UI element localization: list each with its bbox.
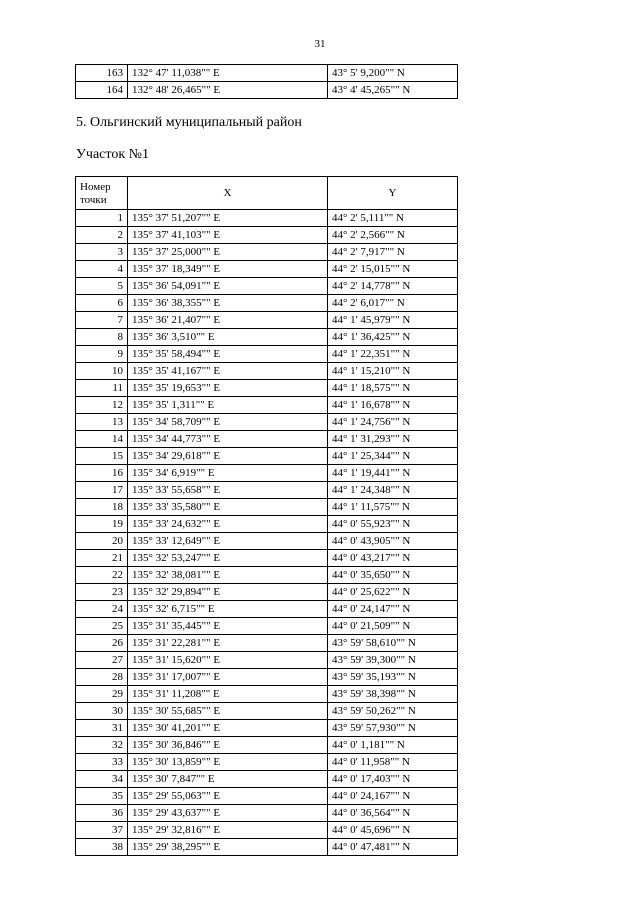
y-coordinate-cell: 44° 0' 1,181"" N: [328, 737, 458, 754]
y-coordinate-cell: 44° 0' 11,958"" N: [328, 754, 458, 771]
point-number-cell: 32: [76, 737, 128, 754]
table-row: [76, 465, 458, 482]
table-row: [76, 244, 458, 261]
y-coordinate-cell: 44° 0' 43,217"" N: [328, 550, 458, 567]
y-coordinate-cell: 44° 2' 6,017"" N: [328, 295, 458, 312]
point-number-cell: 4: [76, 261, 128, 278]
y-coordinate-cell: 44° 2' 7,917"" N: [328, 244, 458, 261]
y-coordinate-cell: 44° 0' 47,481"" N: [328, 839, 458, 856]
point-number-cell: 38: [76, 839, 128, 856]
x-coordinate-cell: 135° 35' 58,494"" E: [128, 346, 328, 363]
table-row: [76, 363, 458, 380]
x-coordinate-cell: 135° 31' 35,445"" E: [128, 618, 328, 635]
x-coordinate-cell: 135° 30' 36,846"" E: [128, 737, 328, 754]
y-coordinate-cell: 44° 1' 19,441"" N: [328, 465, 458, 482]
table-row: [76, 329, 458, 346]
y-coordinate-cell: 44° 2' 5,111"" N: [328, 210, 458, 227]
point-number-cell: 12: [76, 397, 128, 414]
point-number-cell: 30: [76, 703, 128, 720]
point-number-cell: 2: [76, 227, 128, 244]
table-row: [76, 397, 458, 414]
x-coordinate-cell: 135° 33' 35,580"" E: [128, 499, 328, 516]
table-row: [76, 65, 458, 82]
y-coordinate-cell: 44° 1' 15,210"" N: [328, 363, 458, 380]
y-coordinate-cell: 44° 0' 45,696"" N: [328, 822, 458, 839]
point-number-cell: 33: [76, 754, 128, 771]
x-coordinate-cell: 135° 30' 7,847"" E: [128, 771, 328, 788]
x-coordinate-cell: 135° 34' 6,919"" E: [128, 465, 328, 482]
table-row: [76, 261, 458, 278]
x-coordinate-cell: 135° 32' 38,081"" E: [128, 567, 328, 584]
column-header-x: X: [128, 177, 328, 210]
y-coordinate-cell: 43° 59' 50,262"" N: [328, 703, 458, 720]
y-coordinate-cell: 43° 59' 38,398"" N: [328, 686, 458, 703]
y-coordinate-cell: 44° 0' 35,650"" N: [328, 567, 458, 584]
table-row: [76, 771, 458, 788]
x-coordinate-cell: 135° 33' 55,658"" E: [128, 482, 328, 499]
x-coordinate-cell: 132° 48' 26,465"" E: [128, 82, 328, 99]
y-coordinate-cell: 44° 2' 15,015"" N: [328, 261, 458, 278]
point-number-cell: 14: [76, 431, 128, 448]
table-row: [76, 686, 458, 703]
y-coordinate-cell: 43° 59' 35,193"" N: [328, 669, 458, 686]
y-coordinate-cell: 43° 5' 9,200"" N: [328, 65, 458, 82]
point-number-cell: 163: [76, 65, 128, 82]
x-coordinate-cell: 135° 32' 53,247"" E: [128, 550, 328, 567]
y-coordinate-cell: 43° 59' 58,610"" N: [328, 635, 458, 652]
table-row: [76, 448, 458, 465]
table-row: [76, 278, 458, 295]
table-row: [76, 788, 458, 805]
table-row: [76, 703, 458, 720]
y-coordinate-cell: 43° 4' 45,265"" N: [328, 82, 458, 99]
y-coordinate-cell: 44° 1' 18,575"" N: [328, 380, 458, 397]
x-coordinate-cell: 135° 36' 21,407"" E: [128, 312, 328, 329]
table-header-row: [76, 177, 458, 210]
point-number-cell: 26: [76, 635, 128, 652]
y-coordinate-cell: 44° 0' 36,564"" N: [328, 805, 458, 822]
point-number-cell: 29: [76, 686, 128, 703]
table-row: [76, 584, 458, 601]
table-row: [76, 618, 458, 635]
point-number-cell: 25: [76, 618, 128, 635]
y-coordinate-cell: 44° 1' 24,348"" N: [328, 482, 458, 499]
x-coordinate-cell: 135° 30' 41,201"" E: [128, 720, 328, 737]
point-number-cell: 36: [76, 805, 128, 822]
point-number-cell: 19: [76, 516, 128, 533]
y-coordinate-cell: 44° 1' 24,756"" N: [328, 414, 458, 431]
x-coordinate-cell: 132° 47' 11,038"" E: [128, 65, 328, 82]
x-coordinate-cell: 135° 29' 43,637"" E: [128, 805, 328, 822]
point-number-cell: 16: [76, 465, 128, 482]
table-row: [76, 737, 458, 754]
point-number-cell: 164: [76, 82, 128, 99]
point-number-cell: 8: [76, 329, 128, 346]
x-coordinate-cell: 135° 36' 54,091"" E: [128, 278, 328, 295]
x-coordinate-cell: 135° 30' 13,859"" E: [128, 754, 328, 771]
point-number-cell: 9: [76, 346, 128, 363]
table-row: [76, 805, 458, 822]
x-coordinate-cell: 135° 30' 55,685"" E: [128, 703, 328, 720]
point-number-cell: 28: [76, 669, 128, 686]
y-coordinate-cell: 44° 0' 25,622"" N: [328, 584, 458, 601]
x-coordinate-cell: 135° 35' 1,311"" E: [128, 397, 328, 414]
x-coordinate-cell: 135° 29' 32,816"" E: [128, 822, 328, 839]
y-coordinate-cell: 44° 2' 14,778"" N: [328, 278, 458, 295]
x-coordinate-cell: 135° 31' 11,208"" E: [128, 686, 328, 703]
point-number-cell: 27: [76, 652, 128, 669]
table-row: [76, 601, 458, 618]
point-number-cell: 35: [76, 788, 128, 805]
y-coordinate-cell: 44° 0' 17,403"" N: [328, 771, 458, 788]
table-row: [76, 669, 458, 686]
coordinates-table-continued: [75, 64, 458, 99]
x-coordinate-cell: 135° 37' 18,349"" E: [128, 261, 328, 278]
table-row: [76, 822, 458, 839]
y-coordinate-cell: 44° 0' 55,923"" N: [328, 516, 458, 533]
point-number-cell: 7: [76, 312, 128, 329]
table-row: [76, 346, 458, 363]
point-number-cell: 10: [76, 363, 128, 380]
point-number-cell: 18: [76, 499, 128, 516]
y-coordinate-cell: 44° 0' 24,147"" N: [328, 601, 458, 618]
table-row: [76, 82, 458, 99]
x-coordinate-cell: 135° 34' 29,618"" E: [128, 448, 328, 465]
point-number-cell: 17: [76, 482, 128, 499]
table-row: [76, 414, 458, 431]
table-row: [76, 210, 458, 227]
x-coordinate-cell: 135° 34' 58,709"" E: [128, 414, 328, 431]
y-coordinate-cell: 44° 0' 43,905"" N: [328, 533, 458, 550]
subsection-heading: Участок №1: [76, 147, 149, 162]
point-number-cell: 37: [76, 822, 128, 839]
coordinates-table: [75, 176, 458, 856]
point-number-cell: 22: [76, 567, 128, 584]
point-number-cell: 13: [76, 414, 128, 431]
table-row: [76, 482, 458, 499]
table-row: [76, 754, 458, 771]
y-coordinate-cell: 44° 0' 24,167"" N: [328, 788, 458, 805]
point-number-cell: 21: [76, 550, 128, 567]
x-coordinate-cell: 135° 31' 17,007"" E: [128, 669, 328, 686]
y-coordinate-cell: 44° 1' 25,344"" N: [328, 448, 458, 465]
y-coordinate-cell: 44° 1' 11,575"" N: [328, 499, 458, 516]
table-row: [76, 380, 458, 397]
x-coordinate-cell: 135° 33' 24,632"" E: [128, 516, 328, 533]
point-number-cell: 1: [76, 210, 128, 227]
point-number-cell: 6: [76, 295, 128, 312]
point-number-cell: 20: [76, 533, 128, 550]
x-coordinate-cell: 135° 36' 38,355"" E: [128, 295, 328, 312]
y-coordinate-cell: 43° 59' 57,930"" N: [328, 720, 458, 737]
point-number-cell: 15: [76, 448, 128, 465]
table-row: [76, 567, 458, 584]
point-number-cell: 34: [76, 771, 128, 788]
y-coordinate-cell: 44° 1' 16,678"" N: [328, 397, 458, 414]
table-row: [76, 499, 458, 516]
x-coordinate-cell: 135° 32' 29,894"" E: [128, 584, 328, 601]
x-coordinate-cell: 135° 31' 15,620"" E: [128, 652, 328, 669]
table-row: [76, 720, 458, 737]
y-coordinate-cell: 43° 59' 39,300"" N: [328, 652, 458, 669]
table-row: [76, 516, 458, 533]
point-number-cell: 3: [76, 244, 128, 261]
table-row: [76, 839, 458, 856]
point-number-cell: 31: [76, 720, 128, 737]
point-number-cell: 24: [76, 601, 128, 618]
x-coordinate-cell: 135° 32' 6,715"" E: [128, 601, 328, 618]
point-number-cell: 11: [76, 380, 128, 397]
section-heading: 5. Ольгинский муниципальный район: [76, 115, 302, 130]
x-coordinate-cell: 135° 37' 41,103"" E: [128, 227, 328, 244]
x-coordinate-cell: 135° 33' 12,649"" E: [128, 533, 328, 550]
x-coordinate-cell: 135° 36' 3,510"" E: [128, 329, 328, 346]
column-header-y: Y: [328, 177, 458, 210]
x-coordinate-cell: 135° 31' 22,281"" E: [128, 635, 328, 652]
x-coordinate-cell: 135° 29' 38,295"" E: [128, 839, 328, 856]
point-number-cell: 23: [76, 584, 128, 601]
y-coordinate-cell: 44° 1' 31,293"" N: [328, 431, 458, 448]
y-coordinate-cell: 44° 1' 45,979"" N: [328, 312, 458, 329]
table-row: [76, 431, 458, 448]
table-row: [76, 550, 458, 567]
y-coordinate-cell: 44° 2' 2,566"" N: [328, 227, 458, 244]
table-row: [76, 652, 458, 669]
table-row: [76, 533, 458, 550]
y-coordinate-cell: 44° 1' 22,351"" N: [328, 346, 458, 363]
x-coordinate-cell: 135° 34' 44,773"" E: [128, 431, 328, 448]
x-coordinate-cell: 135° 29' 55,063"" E: [128, 788, 328, 805]
y-coordinate-cell: 44° 0' 21,509"" N: [328, 618, 458, 635]
table-row: [76, 227, 458, 244]
column-header-point-number: Номер точки: [76, 177, 128, 210]
x-coordinate-cell: 135° 35' 41,167"" E: [128, 363, 328, 380]
page-number: 31: [314, 38, 326, 50]
table-row: [76, 295, 458, 312]
x-coordinate-cell: 135° 37' 51,207"" E: [128, 210, 328, 227]
x-coordinate-cell: 135° 37' 25,000"" E: [128, 244, 328, 261]
table-row: [76, 635, 458, 652]
y-coordinate-cell: 44° 1' 36,425"" N: [328, 329, 458, 346]
point-number-cell: 5: [76, 278, 128, 295]
x-coordinate-cell: 135° 35' 19,653"" E: [128, 380, 328, 397]
table-row: [76, 312, 458, 329]
